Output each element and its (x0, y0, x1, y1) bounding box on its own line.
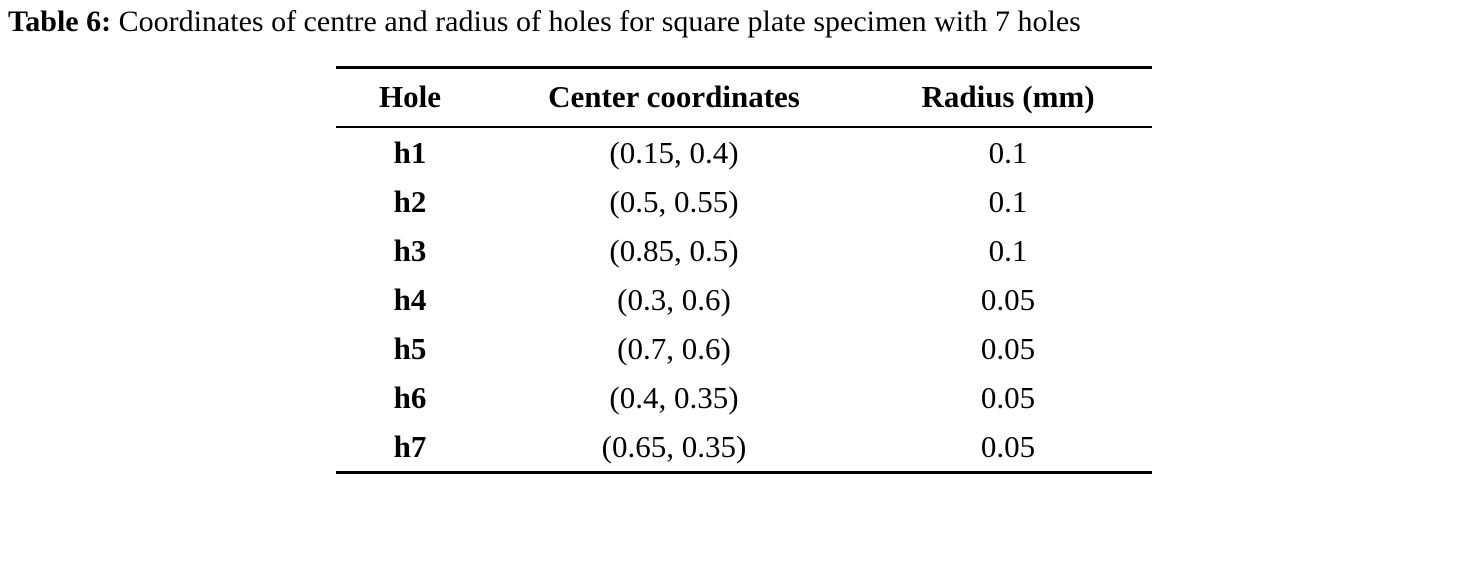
column-header-center-coordinates: Center coordinates (548, 79, 800, 114)
cell-radius: 0.05 (980, 331, 1036, 366)
cell-center: (0.65, 0.35) (601, 429, 747, 464)
caption-label: Table 6: (8, 5, 112, 38)
cell-radius: 0.1 (988, 184, 1028, 219)
cell-hole: h2 (393, 184, 427, 219)
table-row (336, 275, 1152, 324)
table-row (336, 324, 1152, 373)
table-caption (8, 2, 1478, 42)
cell-hole: h4 (393, 282, 427, 317)
cell-radius: 0.05 (980, 380, 1036, 415)
table-row (336, 422, 1152, 473)
table-header (336, 68, 1152, 128)
cell-hole: h1 (393, 135, 427, 170)
column-header-radius: Radius (mm) (921, 79, 1095, 114)
table-body (336, 127, 1152, 473)
table-container (336, 66, 1152, 474)
holes-table (336, 66, 1152, 474)
cell-radius: 0.1 (988, 135, 1028, 170)
table-row (336, 177, 1152, 226)
table-header-row (336, 68, 1152, 128)
cell-hole: h3 (393, 233, 427, 268)
cell-hole: h5 (393, 331, 427, 366)
cell-center: (0.4, 0.35) (609, 380, 739, 415)
cell-radius: 0.1 (988, 233, 1028, 268)
cell-center: (0.15, 0.4) (609, 135, 739, 170)
cell-radius: 0.05 (980, 429, 1036, 464)
cell-hole: h7 (393, 429, 427, 464)
table-row (336, 127, 1152, 177)
table-row (336, 373, 1152, 422)
cell-center: (0.5, 0.55) (609, 184, 739, 219)
column-header-hole: Hole (379, 79, 441, 114)
table-row (336, 226, 1152, 275)
cell-hole: h6 (393, 380, 427, 415)
caption-text: Coordinates of centre and radius of holes for square plate specimen with 7 holes (118, 5, 1081, 38)
cell-center: (0.3, 0.6) (617, 282, 731, 317)
cell-center: (0.7, 0.6) (617, 331, 731, 366)
cell-radius: 0.05 (980, 282, 1036, 317)
cell-center: (0.85, 0.5) (609, 233, 739, 268)
